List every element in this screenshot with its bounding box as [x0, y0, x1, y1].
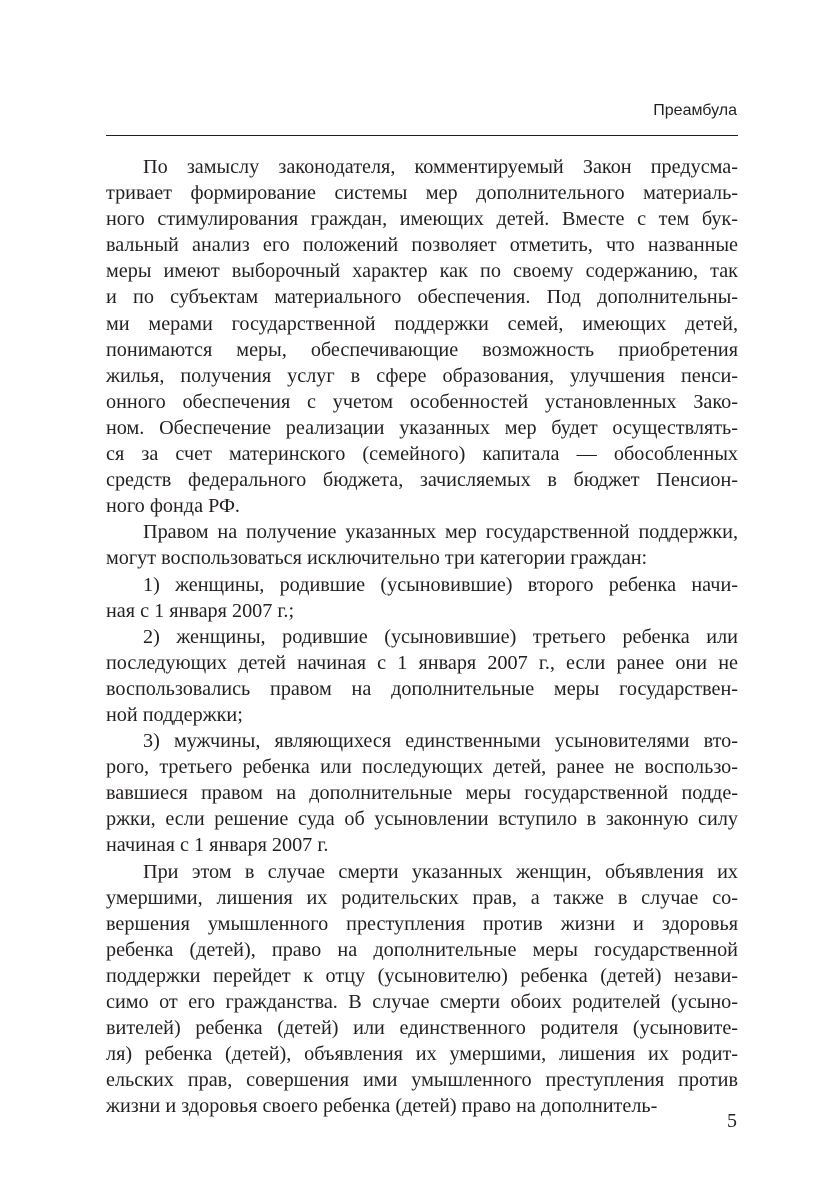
text-line: При этом в случае смерти указанных женщин, объявления их: [143, 860, 738, 883]
paragraph: [106, 728, 738, 858]
text-line: воспользовались правом на дополнительные меры государствен-: [106, 677, 738, 700]
text-line: последующих детей начиная с 1 января 2007 г., если ранее они не: [106, 651, 738, 674]
text-line: симо от его гражданства. В случае смерти обоих родителей (усыно-: [106, 991, 738, 1013]
paragraph: [106, 859, 738, 1120]
text-line: могут воспользоваться исключительно три категории граждан:: [106, 547, 648, 570]
text-line: ржки, если решение суда об усыновлении вступило в законную силу: [106, 808, 738, 831]
text-line: поддержки перейдет к отцу (усыновителю) ребенка (детей) незави-: [106, 964, 738, 987]
text-line: ного фонда РФ.: [106, 495, 240, 518]
text-line: По замыслу законодателя, комментируемый Закон предусма-: [143, 156, 738, 178]
text-line: ми мерами государственной поддержки семей, имеющих детей,: [106, 312, 738, 335]
paragraph: [106, 624, 738, 728]
text-line: ля) ребенка (детей), объявления их умершими, лишения их родит-: [106, 1043, 738, 1066]
text-line: вителей) ребенка (детей) или единственного родителя (усыновите-: [106, 1017, 738, 1040]
text-line: и по субъектам материального обеспечения. Под дополнительны-: [106, 286, 738, 309]
body-text: [106, 154, 738, 1119]
text-line: средств федерального бюджета, зачисляемых в бюджет Пенсион-: [106, 469, 738, 492]
paragraph: [106, 519, 738, 571]
text-line: ельских прав, совершения ими умышленного преступления против: [106, 1069, 738, 1092]
text-line: жилья, получения услуг в сфере образования, улучшения пенси-: [106, 364, 738, 387]
text-line: вальный анализ его положений позволяет отметить, что названные: [106, 234, 738, 257]
page-number: 5: [727, 1110, 737, 1132]
text-line: меры имеют выборочный характер как по своему содержанию, так: [106, 260, 738, 283]
text-line: понимаются меры, обеспечивающие возможность приобретения: [106, 338, 738, 361]
text-line: ном. Обеспечение реализации указанных мер будет осуществлять-: [106, 416, 738, 439]
paragraph: [106, 572, 738, 624]
text-line: умершими, лишения их родительских прав, а также в случае со-: [106, 886, 738, 909]
text-line: ная с 1 января 2007 г.;: [106, 599, 295, 622]
text-line: Правом на получение указанных мер государственной поддержки,: [143, 521, 738, 544]
text-line: ребенка (детей), право на дополнительные меры государственной: [106, 938, 738, 961]
running-head: Преамбула: [653, 102, 737, 119]
text-line: рого, третьего ребенка или последующих детей, ранее не воспользо-: [106, 756, 738, 779]
text-line: жизни и здоровья своего ребенка (детей) право на дополнитель-: [106, 1095, 658, 1118]
text-line: тривает формирование системы мер дополнительного материаль-: [106, 182, 738, 205]
text-line: ного стимулирования граждан, имеющих детей. Вместе с тем бук-: [106, 208, 738, 231]
text-line: 1) женщины, родившие (усыновившие) второго ребенка начи-: [143, 573, 738, 596]
text-line: 2) женщины, родившие (усыновившие) третьего ребенка или: [143, 625, 738, 648]
text-line: вавшиеся правом на дополнительные меры государственной подде-: [106, 782, 738, 805]
header-rule: [106, 135, 738, 136]
text-line: ся за счет материнского (семейного) капитала — обособленных: [106, 443, 738, 466]
text-line: 3) мужчины, являющихеся единственными усыновителями вто-: [143, 730, 738, 753]
text-line: онного обеспечения с учетом особенностей установленных Зако-: [106, 390, 738, 413]
text-line: вершения умышленного преступления против жизни и здоровья: [106, 912, 738, 935]
text-line: ной поддержки;: [106, 703, 243, 726]
paragraph: [106, 154, 738, 519]
text-line: начиная с 1 января 2007 г.: [106, 834, 329, 857]
